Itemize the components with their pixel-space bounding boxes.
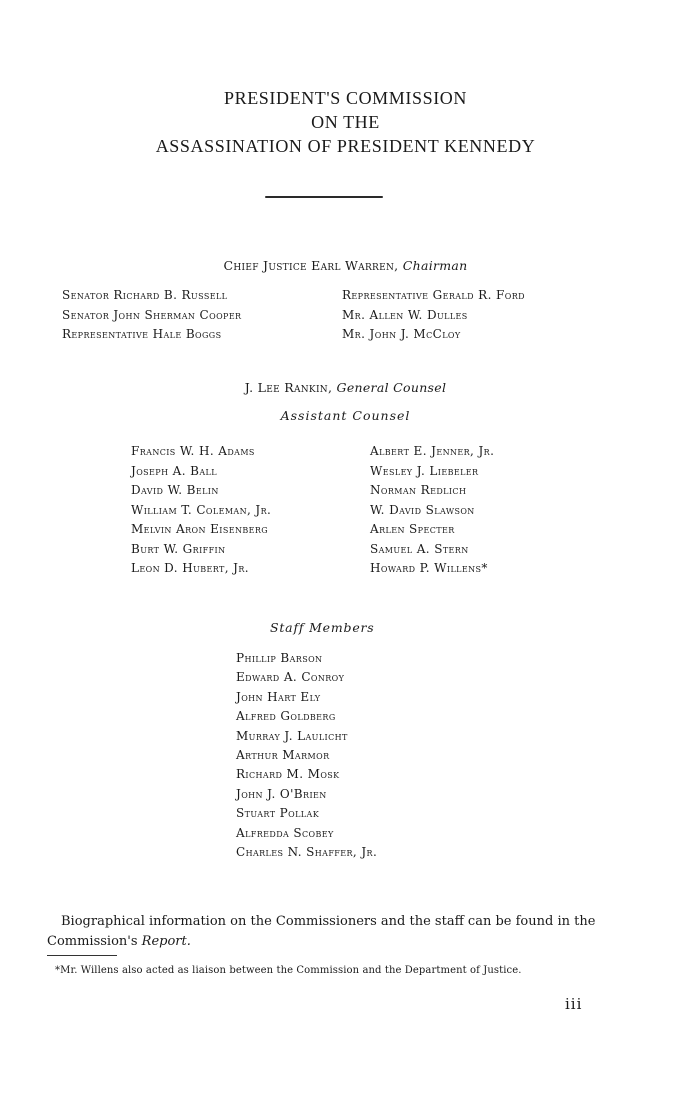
general-counsel-line	[0, 380, 691, 395]
staff-name: Alfred Goldberg	[236, 709, 336, 724]
counsel-name: Samuel A. Stern	[370, 541, 469, 556]
staff-name: Alfredda Scobey	[236, 825, 334, 840]
commissioner-name: Mr. Allen W. Dulles	[342, 307, 468, 322]
counsel-name: W. David Slawson	[370, 502, 475, 517]
biographical-note	[47, 912, 647, 952]
counsel-name: William T. Coleman, Jr.	[131, 502, 272, 517]
counsel-name: Howard P. Willens*	[370, 561, 488, 575]
staff-name: Richard M. Mosk	[236, 767, 340, 782]
commissioners-right-column	[342, 288, 525, 347]
commissioner-name: Senator Richard B. Russell	[62, 288, 228, 302]
counsel-name: Norman Redlich	[370, 483, 467, 497]
counsel-name: Leon D. Hubert, Jr.	[131, 561, 250, 575]
commissioner-name: Senator John Sherman Cooper	[62, 307, 242, 322]
commissioner-name: Representative Gerald R. Ford	[342, 288, 525, 302]
counsel-name: Albert E. Jenner, Jr.	[370, 444, 495, 458]
commissioner-name: Representative Hale Boggs	[62, 327, 222, 341]
chairman-line	[0, 258, 691, 273]
general-counsel-role: General Counsel	[336, 380, 447, 395]
assistant-counsel-heading: Assistant Counsel	[280, 408, 411, 423]
title-line-1: PRESIDENT'S COMMISSION	[224, 88, 467, 108]
staff-name: Murray J. Laulicht	[236, 728, 348, 743]
counsel-name: Wesley J. Liebeler	[370, 463, 479, 478]
counsel-name: Arlen Specter	[370, 522, 455, 536]
assistant-counsel-left-column	[131, 444, 271, 581]
report-title: Report.	[141, 934, 191, 949]
biographical-note-text: Biographical information on the Commissioners and the staff can be found in the Commission's	[47, 914, 596, 949]
staff-members-heading: Staff Members	[270, 620, 375, 635]
counsel-name: David W. Belin	[131, 483, 219, 497]
counsel-name: Burt W. Griffin	[131, 541, 226, 556]
staff-name: Edward A. Conroy	[236, 670, 345, 685]
counsel-name: Melvin Aron Eisenberg	[131, 522, 269, 536]
counsel-name: Francis W. H. Adams	[131, 444, 255, 458]
footnote: *Mr. Willens also acted as liaison between the Commission and the Department of Justice.	[55, 965, 522, 976]
staff-members-column	[236, 651, 377, 864]
commissioner-name: Mr. John J. McCloy	[342, 327, 461, 341]
title-divider	[265, 196, 383, 198]
staff-name: Phillip Barson	[236, 651, 323, 665]
staff-name: Arthur Marmor	[236, 747, 330, 762]
general-counsel-name: J. Lee Rankin,	[244, 380, 333, 395]
assistant-counsel-right-column	[370, 444, 494, 581]
staff-name: John J. O'Brien	[236, 786, 327, 801]
chairman-name: Chief Justice Earl Warren,	[223, 258, 399, 273]
title-line-3: ASSASSINATION OF PRESIDENT KENNEDY	[155, 136, 536, 156]
chairman-role: Chairman	[402, 258, 468, 273]
footnote-divider	[47, 955, 117, 956]
staff-name: Stuart Pollak	[236, 806, 320, 821]
counsel-name: Joseph A. Ball	[131, 463, 217, 478]
page-number: iii	[565, 995, 583, 1013]
staff-name: John Hart Ely	[236, 689, 321, 704]
commissioners-left-column	[62, 288, 241, 347]
staff-name: Charles N. Shaffer, Jr.	[236, 844, 378, 859]
title-line-2: ON THE	[311, 112, 380, 132]
